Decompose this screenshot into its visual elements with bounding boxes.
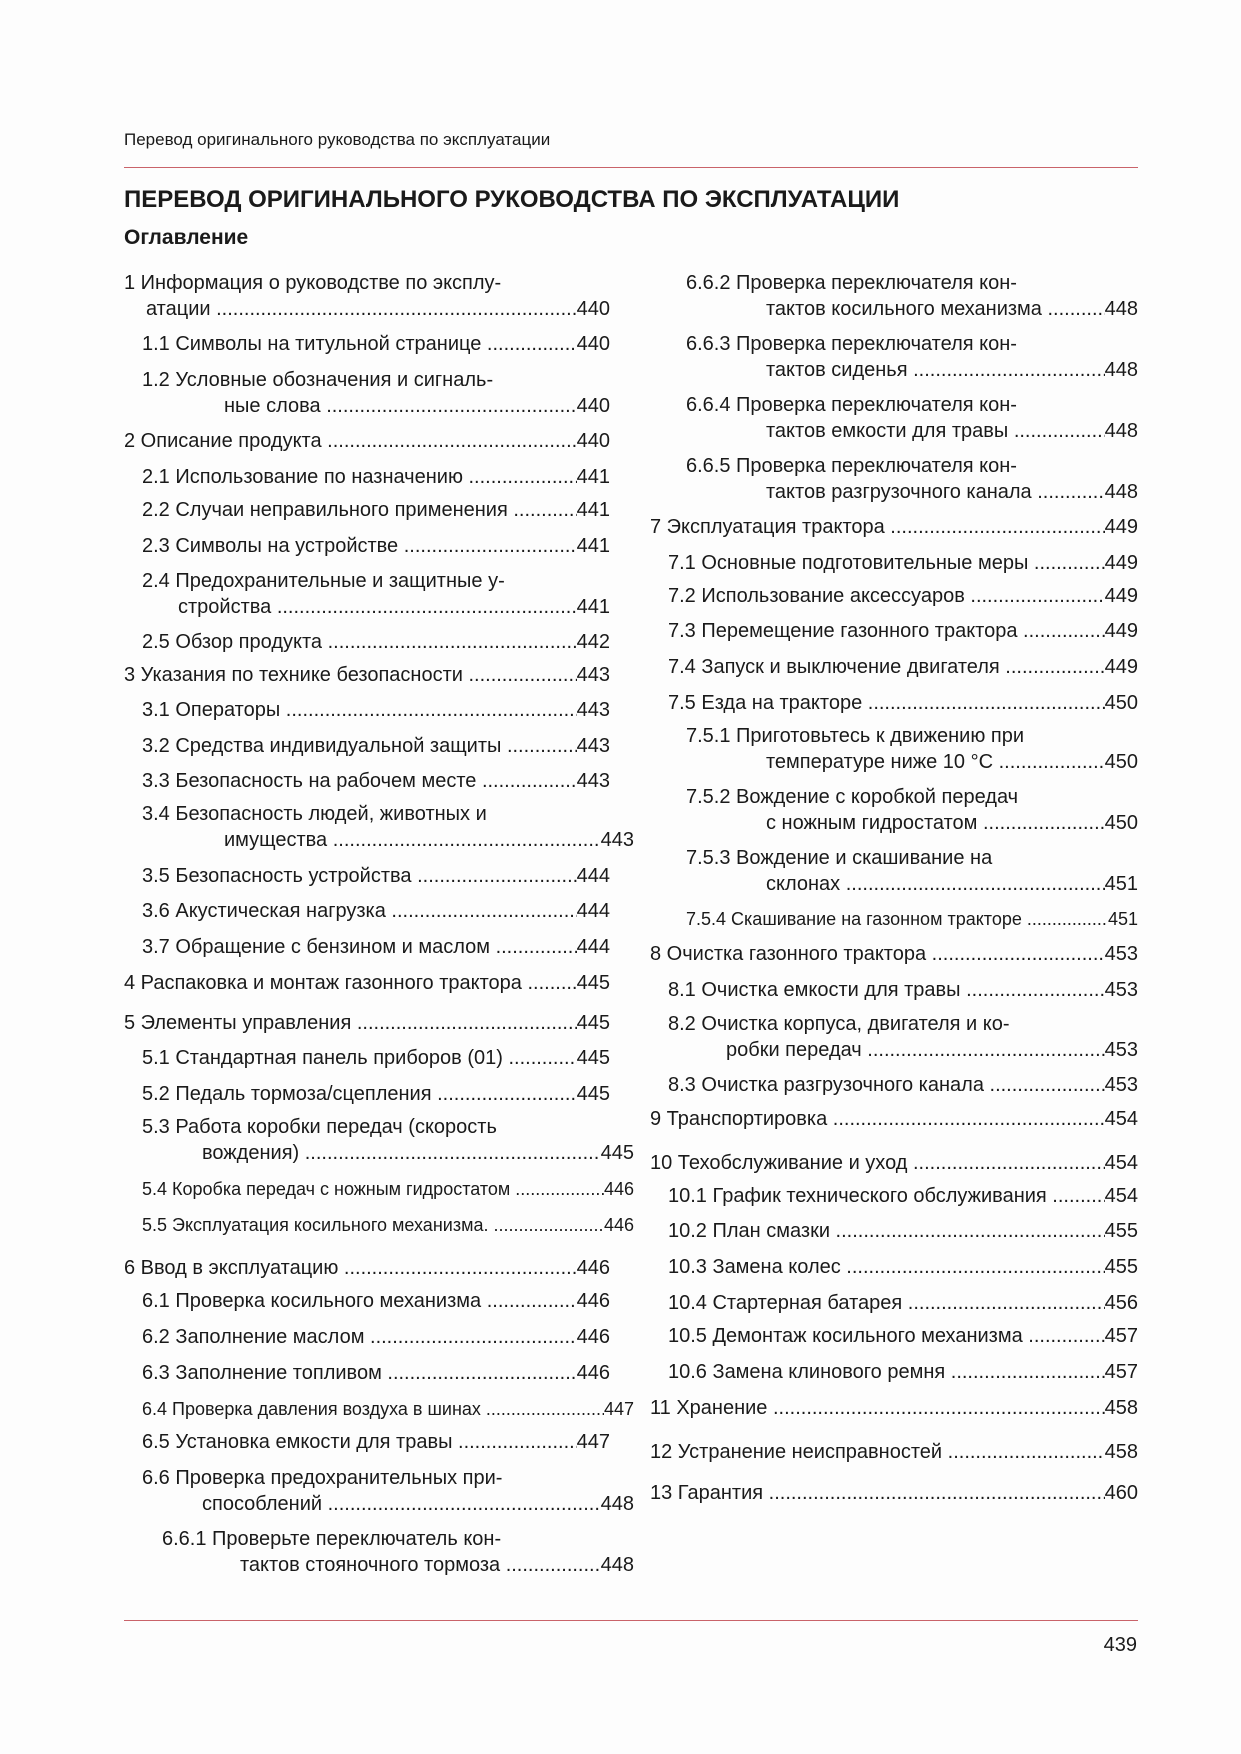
toc-page-number: 460 <box>1104 1482 1138 1504</box>
toc-entry-title: 11 Хранение ..... <box>650 1395 1105 1421</box>
toc-entry-title: 2.2 Случаи неправильного применения ..... <box>142 497 577 523</box>
toc-entry-title: 5.4 Коробка передач с ножным гидростатом ..... <box>142 1176 604 1202</box>
toc-entry-title: 7.3 Перемещение газонного трактора ..... <box>668 618 1105 644</box>
toc-page-number: 441 <box>576 535 610 557</box>
toc-entry[interactable] <box>142 863 610 889</box>
toc-entry[interactable] <box>124 662 610 688</box>
toc-entry-title: 7.4 Запуск и выключение двигателя ..... <box>668 654 1105 680</box>
toc-entry-title-cont: атации ..... <box>146 296 577 322</box>
toc-entry-title-cont: имущества ..... <box>224 827 601 853</box>
toc-entry-title: 2.4 Предохранительные и защитные у- <box>142 570 505 592</box>
toc-entry-title: 5 Элементы управления ..... <box>124 1010 577 1036</box>
toc-entry[interactable] <box>142 801 634 853</box>
toc-entry-title: 7.5.3 Вождение и скашивание на <box>686 847 993 869</box>
toc-page-number: 444 <box>576 900 610 922</box>
toc-entry[interactable] <box>686 453 1138 505</box>
toc-page-number: 445 <box>576 972 610 994</box>
toc-entry[interactable] <box>686 331 1138 383</box>
toc-entry[interactable] <box>668 1359 1138 1385</box>
toc-entry[interactable] <box>668 1072 1138 1098</box>
toc-entry-title: 10.4 Стартерная батарея ..... <box>668 1290 1105 1316</box>
toc-entry-title: 12 Устранение неисправностей ..... <box>650 1439 1105 1465</box>
toc-page-number: 446 <box>603 1215 634 1235</box>
toc-page-number: 451 <box>1107 909 1138 929</box>
toc-entry[interactable] <box>142 1114 634 1166</box>
toc-entry[interactable] <box>668 654 1138 680</box>
toc-entry[interactable] <box>650 1106 1138 1132</box>
toc-page-number: 449 <box>1104 620 1138 642</box>
toc-entry[interactable] <box>124 270 610 322</box>
running-header: Перевод оригинального руководства по эксплуатации <box>124 130 551 149</box>
toc-page-number: 454 <box>1104 1185 1138 1207</box>
toc-page-number: 443 <box>576 664 610 686</box>
toc-entry-title-cont: тактов сиденья ..... <box>766 357 1105 383</box>
toc-entry[interactable] <box>650 941 1138 967</box>
toc-entry-title: 10.1 График технического обслуживания ..... <box>668 1183 1105 1209</box>
toc-entry[interactable] <box>142 1465 634 1517</box>
toc-entry[interactable] <box>142 367 610 419</box>
toc-entry-title: 1.2 Условные обозначения и сигналь- <box>142 369 494 391</box>
toc-entry[interactable] <box>686 845 1138 897</box>
toc-entry-title: 3.6 Акустическая нагрузка ..... <box>142 898 577 924</box>
toc-page-number: 445 <box>576 1083 610 1105</box>
toc-page-number: 446 <box>603 1179 634 1199</box>
toc-entry-title: 9 Транспортировка ..... <box>650 1106 1105 1132</box>
toc-page-number: 443 <box>576 770 610 792</box>
toc-entry-title-cont: способлений ..... <box>202 1491 601 1517</box>
toc-entry-title: 6.6.1 Проверьте переключатель кон- <box>162 1528 502 1550</box>
toc-entry[interactable] <box>650 1395 1138 1421</box>
toc-entry[interactable] <box>142 1176 634 1202</box>
toc-entry-title: 10.3 Замена колес ..... <box>668 1254 1105 1280</box>
toc-entry[interactable] <box>686 906 1138 932</box>
toc-entry-title: 5.1 Стандартная панель приборов (01) ..... <box>142 1045 577 1071</box>
toc-entry[interactable] <box>142 568 610 620</box>
page-number: 439 <box>1103 1634 1137 1656</box>
toc-page-number: 446 <box>576 1257 610 1279</box>
toc-entry-title-cont: температуре ниже 10 °C ..... <box>766 749 1105 775</box>
toc-page-number: 445 <box>576 1047 610 1069</box>
toc-entry-title-cont: тактов косильного механизма ..... <box>766 296 1105 322</box>
toc-entry-title: 10.5 Демонтаж косильного механизма ..... <box>668 1323 1105 1349</box>
toc-page-number: 458 <box>1104 1441 1138 1463</box>
toc-entry-title: 7.2 Использование аксессуаров ..... <box>668 583 1105 609</box>
toc-entry[interactable] <box>668 1290 1138 1316</box>
toc-page-number: 453 <box>1104 943 1138 965</box>
toc-entry[interactable] <box>142 497 610 523</box>
toc-entry[interactable] <box>668 583 1138 609</box>
toc-entry-title-cont: ные слова ..... <box>224 393 577 419</box>
toc-entry-title-cont: тактов емкости для травы ..... <box>766 418 1105 444</box>
toc-page-number: 448 <box>1104 481 1138 503</box>
toc-page-number: 444 <box>576 865 610 887</box>
toc-page-number: 445 <box>576 1012 610 1034</box>
toc-entry[interactable] <box>142 934 610 960</box>
toc-page-number: 450 <box>1104 751 1138 773</box>
toc-entry-title: 3.4 Безопасность людей, животных и <box>142 803 487 825</box>
toc-entry-title: 3.3 Безопасность на рабочем месте ..... <box>142 768 577 794</box>
toc-entry-title: 3 Указания по технике безопасности ..... <box>124 662 577 688</box>
toc-page-number: 449 <box>1104 656 1138 678</box>
toc-page-number: 454 <box>1104 1108 1138 1130</box>
toc-entry[interactable] <box>162 1526 634 1578</box>
toc-page-number: 444 <box>576 936 610 958</box>
toc-entry-title-cont: тактов разгрузочного канала ..... <box>766 479 1105 505</box>
toc-page-number: 441 <box>576 499 610 521</box>
toc-entry[interactable] <box>142 768 610 794</box>
toc-entry[interactable] <box>142 464 610 490</box>
toc-entry[interactable] <box>142 331 610 357</box>
toc-page-number: 449 <box>1104 552 1138 574</box>
toc-page-number: 451 <box>1104 873 1138 895</box>
toc-entry-title: 2.1 Использование по назначению ..... <box>142 464 577 490</box>
toc-entry-title: 10.2 План смазки ..... <box>668 1218 1105 1244</box>
toc-page-number: 446 <box>576 1362 610 1384</box>
toc-page-number: 457 <box>1104 1325 1138 1347</box>
toc-entry[interactable] <box>668 1323 1138 1349</box>
toc-entry-title: 5.2 Педаль тормоза/сцепления ..... <box>142 1081 577 1107</box>
toc-entry[interactable] <box>668 1011 1138 1063</box>
toc-entry-title: 8.2 Очистка корпуса, двигателя и ко- <box>668 1013 1010 1035</box>
toc-entry[interactable] <box>650 1150 1138 1176</box>
toc-entry-title: 6.1 Проверка косильного механизма ..... <box>142 1288 577 1314</box>
toc-entry-title-cont: тактов стояночного тормоза ..... <box>240 1552 601 1578</box>
toc-entry[interactable] <box>668 550 1138 576</box>
toc-entry[interactable] <box>686 392 1138 444</box>
toc-page-number: 450 <box>1104 692 1138 714</box>
toc-entry-title: 6 Ввод в эксплуатацию ..... <box>124 1255 577 1281</box>
toc-page-number: 447 <box>603 1399 634 1419</box>
toc-entry[interactable] <box>668 1183 1138 1209</box>
toc-entry[interactable] <box>142 1324 610 1350</box>
toc-entry[interactable] <box>650 1439 1138 1465</box>
toc-entry[interactable] <box>142 1081 610 1107</box>
toc-heading: Оглавление <box>124 226 249 249</box>
toc-entry[interactable] <box>142 1396 634 1422</box>
toc-entry[interactable] <box>124 1010 610 1036</box>
toc-entry-title: 3.2 Средства индивидуальной защиты ..... <box>142 733 577 759</box>
toc-entry[interactable] <box>686 270 1138 322</box>
toc-page-number: 448 <box>1104 298 1138 320</box>
toc-entry-title: 3.1 Операторы ..... <box>142 697 577 723</box>
toc-entry-title: 5.3 Работа коробки передач (скорость <box>142 1116 497 1138</box>
toc-page-number: 454 <box>1104 1152 1138 1174</box>
toc-entry-title-cont: робки передач ..... <box>726 1037 1105 1063</box>
toc-page-number: 443 <box>600 829 634 851</box>
toc-entry-title: 7.5.2 Вождение с коробкой передач <box>686 786 1019 808</box>
toc-entry-title: 6.4 Проверка давления воздуха в шинах ..... <box>142 1396 604 1422</box>
toc-entry[interactable] <box>124 970 610 996</box>
toc-entry-title: 6.5 Установка емкости для травы ..... <box>142 1429 577 1455</box>
toc-entry[interactable] <box>142 533 610 559</box>
toc-page-number: 456 <box>1104 1292 1138 1314</box>
toc-page-number: 446 <box>576 1290 610 1312</box>
toc-page-number: 440 <box>576 395 610 417</box>
toc-page-number: 453 <box>1104 1039 1138 1061</box>
toc-entry-title: 6.3 Заполнение топливом ..... <box>142 1360 577 1386</box>
toc-entry-title: 10 Техобслуживание и уход ..... <box>650 1150 1105 1176</box>
toc-entry[interactable] <box>142 1360 610 1386</box>
toc-entry-title: 10.6 Замена клинового ремня ..... <box>668 1359 1105 1385</box>
toc-entry-title: 1 Информация о руководстве по эксплу- <box>124 272 502 294</box>
toc-entry[interactable] <box>668 1218 1138 1244</box>
toc-entry-title: 3.7 Обращение с бензином и маслом ..... <box>142 934 577 960</box>
toc-page-number: 453 <box>1104 979 1138 1001</box>
toc-page-number: 445 <box>600 1142 634 1164</box>
toc-page-number: 440 <box>576 298 610 320</box>
toc-entry[interactable] <box>650 514 1138 540</box>
toc-entry[interactable] <box>668 690 1138 716</box>
toc-entry-title: 8.1 Очистка емкости для травы ..... <box>668 977 1105 1003</box>
toc-page-number: 440 <box>576 333 610 355</box>
toc-entry-title-cont: вождения) ..... <box>202 1140 601 1166</box>
toc-entry-title: 7.5 Езда на тракторе ..... <box>668 690 1105 716</box>
toc-page-number: 449 <box>1104 516 1138 538</box>
toc-entry-title: 6.6 Проверка предохранительных при- <box>142 1467 503 1489</box>
footer-rule <box>124 1620 1138 1621</box>
toc-page-number: 446 <box>576 1326 610 1348</box>
toc-entry-title: 7 Эксплуатация трактора ..... <box>650 514 1105 540</box>
toc-page-number: 457 <box>1104 1361 1138 1383</box>
toc-entry-title: 6.6.3 Проверка переключателя кон- <box>686 333 1017 355</box>
toc-entry-title: 6.6.5 Проверка переключателя кон- <box>686 455 1017 477</box>
toc-page-number: 443 <box>576 699 610 721</box>
toc-page-number: 448 <box>1104 420 1138 442</box>
toc-page-number: 450 <box>1104 812 1138 834</box>
toc-entry[interactable] <box>142 629 610 655</box>
toc-entry-title: 3.5 Безопасность устройства ..... <box>142 863 577 889</box>
toc-page-number: 458 <box>1104 1397 1138 1419</box>
toc-entry[interactable] <box>668 1254 1138 1280</box>
toc-entry[interactable] <box>668 618 1138 644</box>
toc-page-number: 441 <box>576 596 610 618</box>
toc-entry[interactable] <box>124 428 610 454</box>
toc-page-number: 440 <box>576 430 610 452</box>
toc-entry-title-cont: стройства ..... <box>178 594 577 620</box>
toc-page-number: 442 <box>576 631 610 653</box>
toc-entry-title: 4 Распаковка и монтаж газонного трактора ..... <box>124 970 577 996</box>
toc-entry-title-cont: склонах ..... <box>766 871 1105 897</box>
toc-entry-title: 6.6.4 Проверка переключателя кон- <box>686 394 1017 416</box>
toc-entry[interactable] <box>686 723 1138 775</box>
toc-entry[interactable] <box>142 733 610 759</box>
toc-entry[interactable] <box>142 1429 610 1455</box>
toc-entry-title: 13 Гарантия ..... <box>650 1480 1105 1506</box>
toc-entry-title: 1.1 Символы на титульной странице ..... <box>142 331 577 357</box>
toc-entry-title: 8 Очистка газонного трактора ..... <box>650 941 1105 967</box>
toc-entry-title: 8.3 Очистка разгрузочного канала ..... <box>668 1072 1105 1098</box>
header-rule <box>124 167 1138 168</box>
toc-entry-title: 6.6.2 Проверка переключателя кон- <box>686 272 1017 294</box>
toc-entry[interactable] <box>124 1255 610 1281</box>
toc-page-number: 449 <box>1104 585 1138 607</box>
toc-entry[interactable] <box>650 1480 1138 1506</box>
toc-entry[interactable] <box>142 898 610 924</box>
toc-page-number: 448 <box>600 1493 634 1515</box>
toc-entry-title: 7.5.4 Скашивание на газонном тракторе ..... <box>686 906 1108 932</box>
toc-page-number: 448 <box>1104 359 1138 381</box>
toc-entry-title: 6.2 Заполнение маслом ..... <box>142 1324 577 1350</box>
toc-entry[interactable] <box>142 1288 610 1314</box>
toc-entry-title: 7.1 Основные подготовительные меры ..... <box>668 550 1105 576</box>
toc-page-number: 448 <box>600 1554 634 1576</box>
toc-entry-title: 5.5 Эксплуатация косильного механизма. ..... <box>142 1212 604 1238</box>
toc-page-number: 453 <box>1104 1074 1138 1096</box>
toc-entry[interactable] <box>686 784 1138 836</box>
toc-page-number: 455 <box>1104 1220 1138 1242</box>
toc-entry[interactable] <box>142 1045 610 1071</box>
toc-entry-title-cont: с ножным гидростатом ..... <box>766 810 1105 836</box>
toc-entry[interactable] <box>142 697 610 723</box>
toc-entry-title: 7.5.1 Приготовьтесь к движению при <box>686 725 1024 747</box>
toc-entry-title: 2.3 Символы на устройстве ..... <box>142 533 577 559</box>
document-title: ПЕРЕВОД ОРИГИНАЛЬНОГО РУКОВОДСТВА ПО ЭКСПЛУАТАЦИИ <box>124 186 900 213</box>
toc-page-number: 447 <box>576 1431 610 1453</box>
toc-entry-title: 2 Описание продукта ..... <box>124 428 577 454</box>
toc-entry-title: 2.5 Обзор продукта ..... <box>142 629 577 655</box>
toc-page-number: 443 <box>576 735 610 757</box>
toc-page-number: 441 <box>576 466 610 488</box>
toc-entry[interactable] <box>668 977 1138 1003</box>
toc-entry[interactable] <box>142 1212 634 1238</box>
toc-page-number: 455 <box>1104 1256 1138 1278</box>
